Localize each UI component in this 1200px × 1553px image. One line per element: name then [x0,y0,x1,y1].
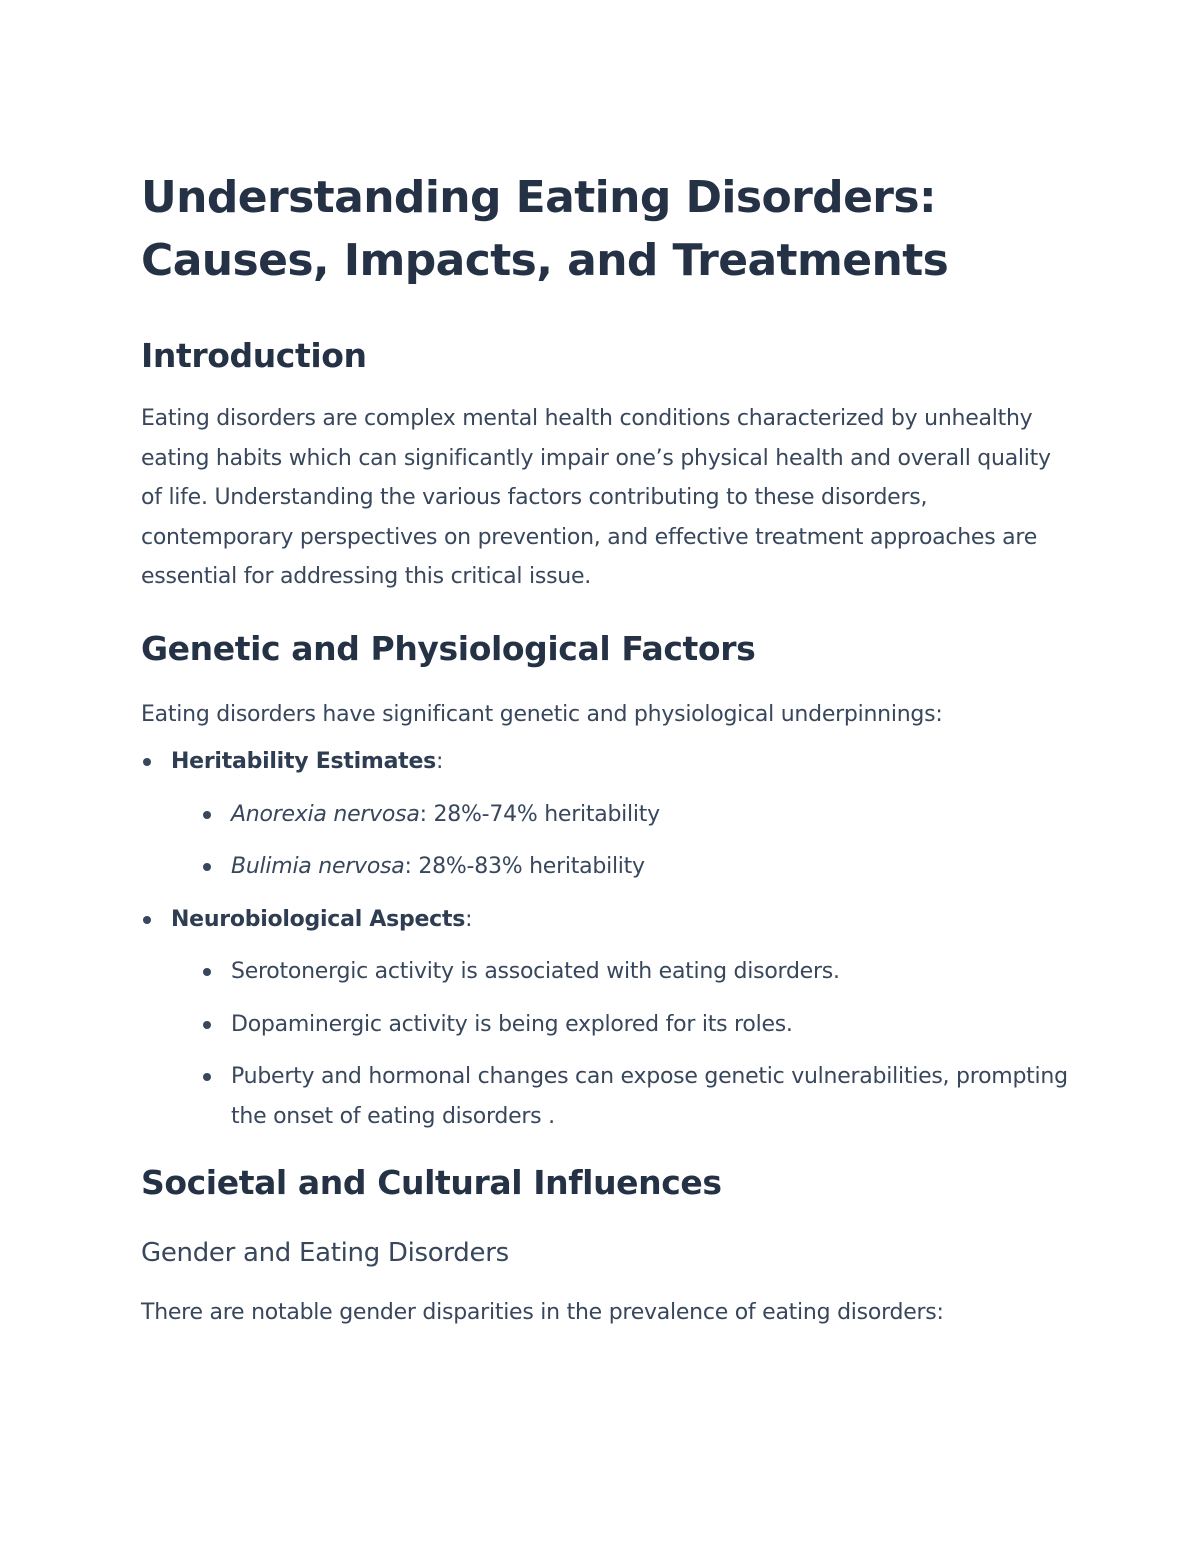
neurobiological-sublist [171,952,1071,1136]
bullet-icon [143,758,151,766]
list-item-puberty [171,1057,1071,1136]
bullet-icon [203,1021,211,1029]
gender-subheading: Gender and Eating Disorders [141,1238,509,1268]
bulimia-text: : 28%-83% heritability [404,854,645,879]
title-line-2: Causes, Impacts, and Treatments [141,235,949,286]
introduction-paragraph: Eating disorders are complex mental health conditions characterized by unhealthy eating habits which can significantly impair one’s physical health and overall quality of life. Understanding the various factors contributing to these disorders, contemporary perspectives on prevention, and effective treatment approaches are essential for addressing this critical issue. [141,406,1051,589]
societal-heading: Societal and Cultural Influences [141,1163,722,1202]
bulimia-term: Bulimia nervosa [231,854,405,879]
introduction-heading: Introduction [141,336,367,375]
neurobiological-label: Neurobiological Aspects [171,906,466,932]
list-item-dopaminergic [171,1005,1071,1045]
gender-paragraph: There are notable gender disparities in the prevalence of eating disorders: [141,1300,944,1325]
bullet-icon [203,1073,211,1081]
title-line-1: Understanding Eating Disorders: [141,172,936,223]
dopaminergic-text: Dopaminergic activity is being explored for its roles. [231,1011,793,1037]
puberty-text: Puberty and hormonal changes can expose genetic vulnerabilities, prompting the onset of eating disorders . [231,1064,1068,1129]
list-item-heritability [141,742,1071,887]
anorexia-term: Anorexia nervosa [231,801,420,827]
bullet-icon [203,968,211,976]
list-item-bulimia [171,847,1071,887]
list-item-serotonergic [171,952,1071,992]
heritability-colon: : [435,749,444,774]
heritability-label: Heritability Estimates [171,749,436,774]
document-page [141,166,1071,1333]
bullet-icon [203,811,211,819]
genetic-factors-list [141,742,1071,1136]
document-title [141,166,1071,292]
bullet-icon [203,863,211,871]
serotonergic-text: Serotonergic activity is associated with eating disorders. [231,959,840,984]
genetic-heading: Genetic and Physiological Factors [141,628,756,668]
anorexia-text: : 28%-74% heritability [419,801,660,827]
heritability-sublist [171,795,1071,887]
genetic-lead-paragraph: Eating disorders have significant genetic and physiological underpinnings: [141,701,943,727]
list-item-anorexia [171,795,1071,835]
neurobiological-colon: : [465,906,473,932]
list-item-neurobiological [141,900,1071,1137]
bullet-icon [143,916,151,924]
